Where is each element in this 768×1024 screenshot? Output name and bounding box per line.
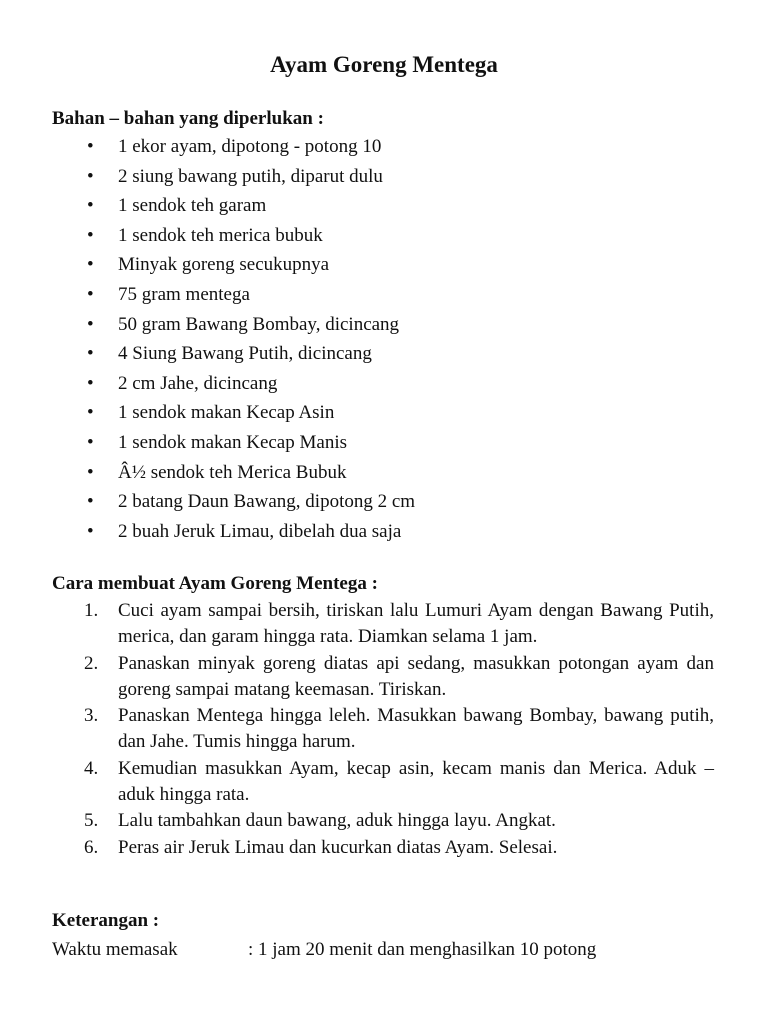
ingredient-text: 1 ekor ayam, dipotong - potong 10 — [118, 136, 382, 157]
bullet-icon: • — [87, 254, 94, 276]
step-number: 5. — [84, 810, 99, 831]
ingredient-text: 75 gram mentega — [118, 283, 250, 305]
step-item — [0, 756, 714, 808]
bullet-icon: • — [87, 224, 94, 246]
ingredient-text: 2 cm Jahe, dicincang — [118, 372, 278, 394]
ingredient-text: Minyak goreng secukupnya — [118, 254, 330, 276]
bullet-icon: • — [87, 136, 94, 157]
step-number: 6. — [84, 836, 99, 858]
step-item — [0, 703, 714, 755]
ingredients-list — [0, 135, 415, 549]
step-text: Panaskan Mentega hingga leleh. Masukkan bawang Bombay, bawang putih, dan Jahe. Tumis hingga harum. — [118, 705, 714, 752]
ingredient-item — [0, 461, 415, 491]
bullet-icon: • — [87, 165, 94, 187]
ingredient-item — [0, 313, 415, 343]
ingredient-item — [0, 253, 415, 283]
bullet-icon: • — [87, 402, 94, 424]
step-text: Cuci ayam sampai bersih, tiriskan lalu Lumuri Ayam dengan Bawang Putih, merica, dan garam hingga rata. Diamkan selama 1 jam. — [118, 600, 714, 647]
step-number: 2. — [84, 652, 99, 674]
ingredient-text: 50 gram Bawang Bombay, dicincang — [118, 313, 400, 335]
ingredient-item — [0, 490, 415, 520]
ingredient-item — [0, 135, 415, 165]
step-item — [0, 598, 714, 650]
ingredient-text: 2 buah Jeruk Limau, dibelah dua saja — [118, 520, 402, 542]
step-text: Peras air Jeruk Limau dan kucurkan diatas Ayam. Selesai. — [118, 836, 558, 858]
ingredient-item — [0, 520, 415, 550]
bullet-icon: • — [87, 313, 94, 335]
bullet-icon: • — [87, 195, 94, 217]
step-number: 1. — [84, 600, 99, 621]
steps-list — [0, 598, 714, 861]
step-item — [0, 808, 714, 834]
bullet-icon: • — [87, 431, 94, 453]
cooking-time-label: Waktu memasak — [52, 939, 178, 960]
bullet-icon: • — [87, 343, 94, 365]
ingredient-item — [0, 283, 415, 313]
ingredient-item — [0, 372, 415, 402]
ingredient-item — [0, 194, 415, 224]
step-item — [0, 835, 714, 861]
bullet-icon: • — [87, 372, 94, 394]
ingredient-text: 2 batang Daun Bawang, dipotong 2 cm — [118, 491, 416, 513]
ingredients-heading: Bahan – bahan yang diperlukan : — [52, 108, 324, 129]
step-item — [0, 651, 714, 703]
step-text: Lalu tambahkan daun bawang, aduk hingga layu. Angkat. — [118, 810, 556, 831]
ingredient-text: 1 sendok makan Kecap Manis — [118, 431, 347, 453]
step-text: Kemudian masukkan Ayam, kecap asin, kecam manis dan Merica. Aduk – aduk hingga rata. — [118, 757, 714, 805]
ingredient-text: 4 Siung Bawang Putih, dicincang — [118, 343, 372, 365]
document-title: Ayam Goreng Mentega — [270, 52, 498, 77]
cooking-time-row — [52, 939, 596, 961]
step-text: Panaskan minyak goreng diatas api sedang, masukkan potongan ayam dan goreng sampai matang keemasan. Tiriskan. — [118, 652, 714, 700]
bullet-icon: • — [87, 283, 94, 305]
ingredient-item — [0, 431, 415, 461]
ingredient-item — [0, 224, 415, 254]
step-number: 3. — [84, 705, 99, 726]
bullet-icon: • — [87, 461, 94, 483]
bullet-icon: • — [87, 520, 94, 542]
ingredient-item — [0, 401, 415, 431]
steps-heading: Cara membuat Ayam Goreng Mentega : — [52, 573, 378, 594]
bullet-icon: • — [87, 491, 94, 513]
ingredient-text: 2 siung bawang putih, diparut dulu — [118, 165, 383, 187]
ingredient-text: 1 sendok teh merica bubuk — [118, 224, 323, 246]
ingredient-item — [0, 165, 415, 195]
ingredient-text: Â½ sendok teh Merica Bubuk — [118, 461, 347, 483]
ingredient-text: 1 sendok teh garam — [118, 195, 267, 217]
ingredient-text: 1 sendok makan Kecap Asin — [118, 402, 335, 424]
ingredient-item — [0, 342, 415, 372]
notes-heading: Keterangan : — [52, 910, 160, 931]
cooking-time-value: : 1 jam 20 menit dan menghasilkan 10 potong — [248, 939, 597, 960]
step-number: 4. — [84, 757, 99, 779]
